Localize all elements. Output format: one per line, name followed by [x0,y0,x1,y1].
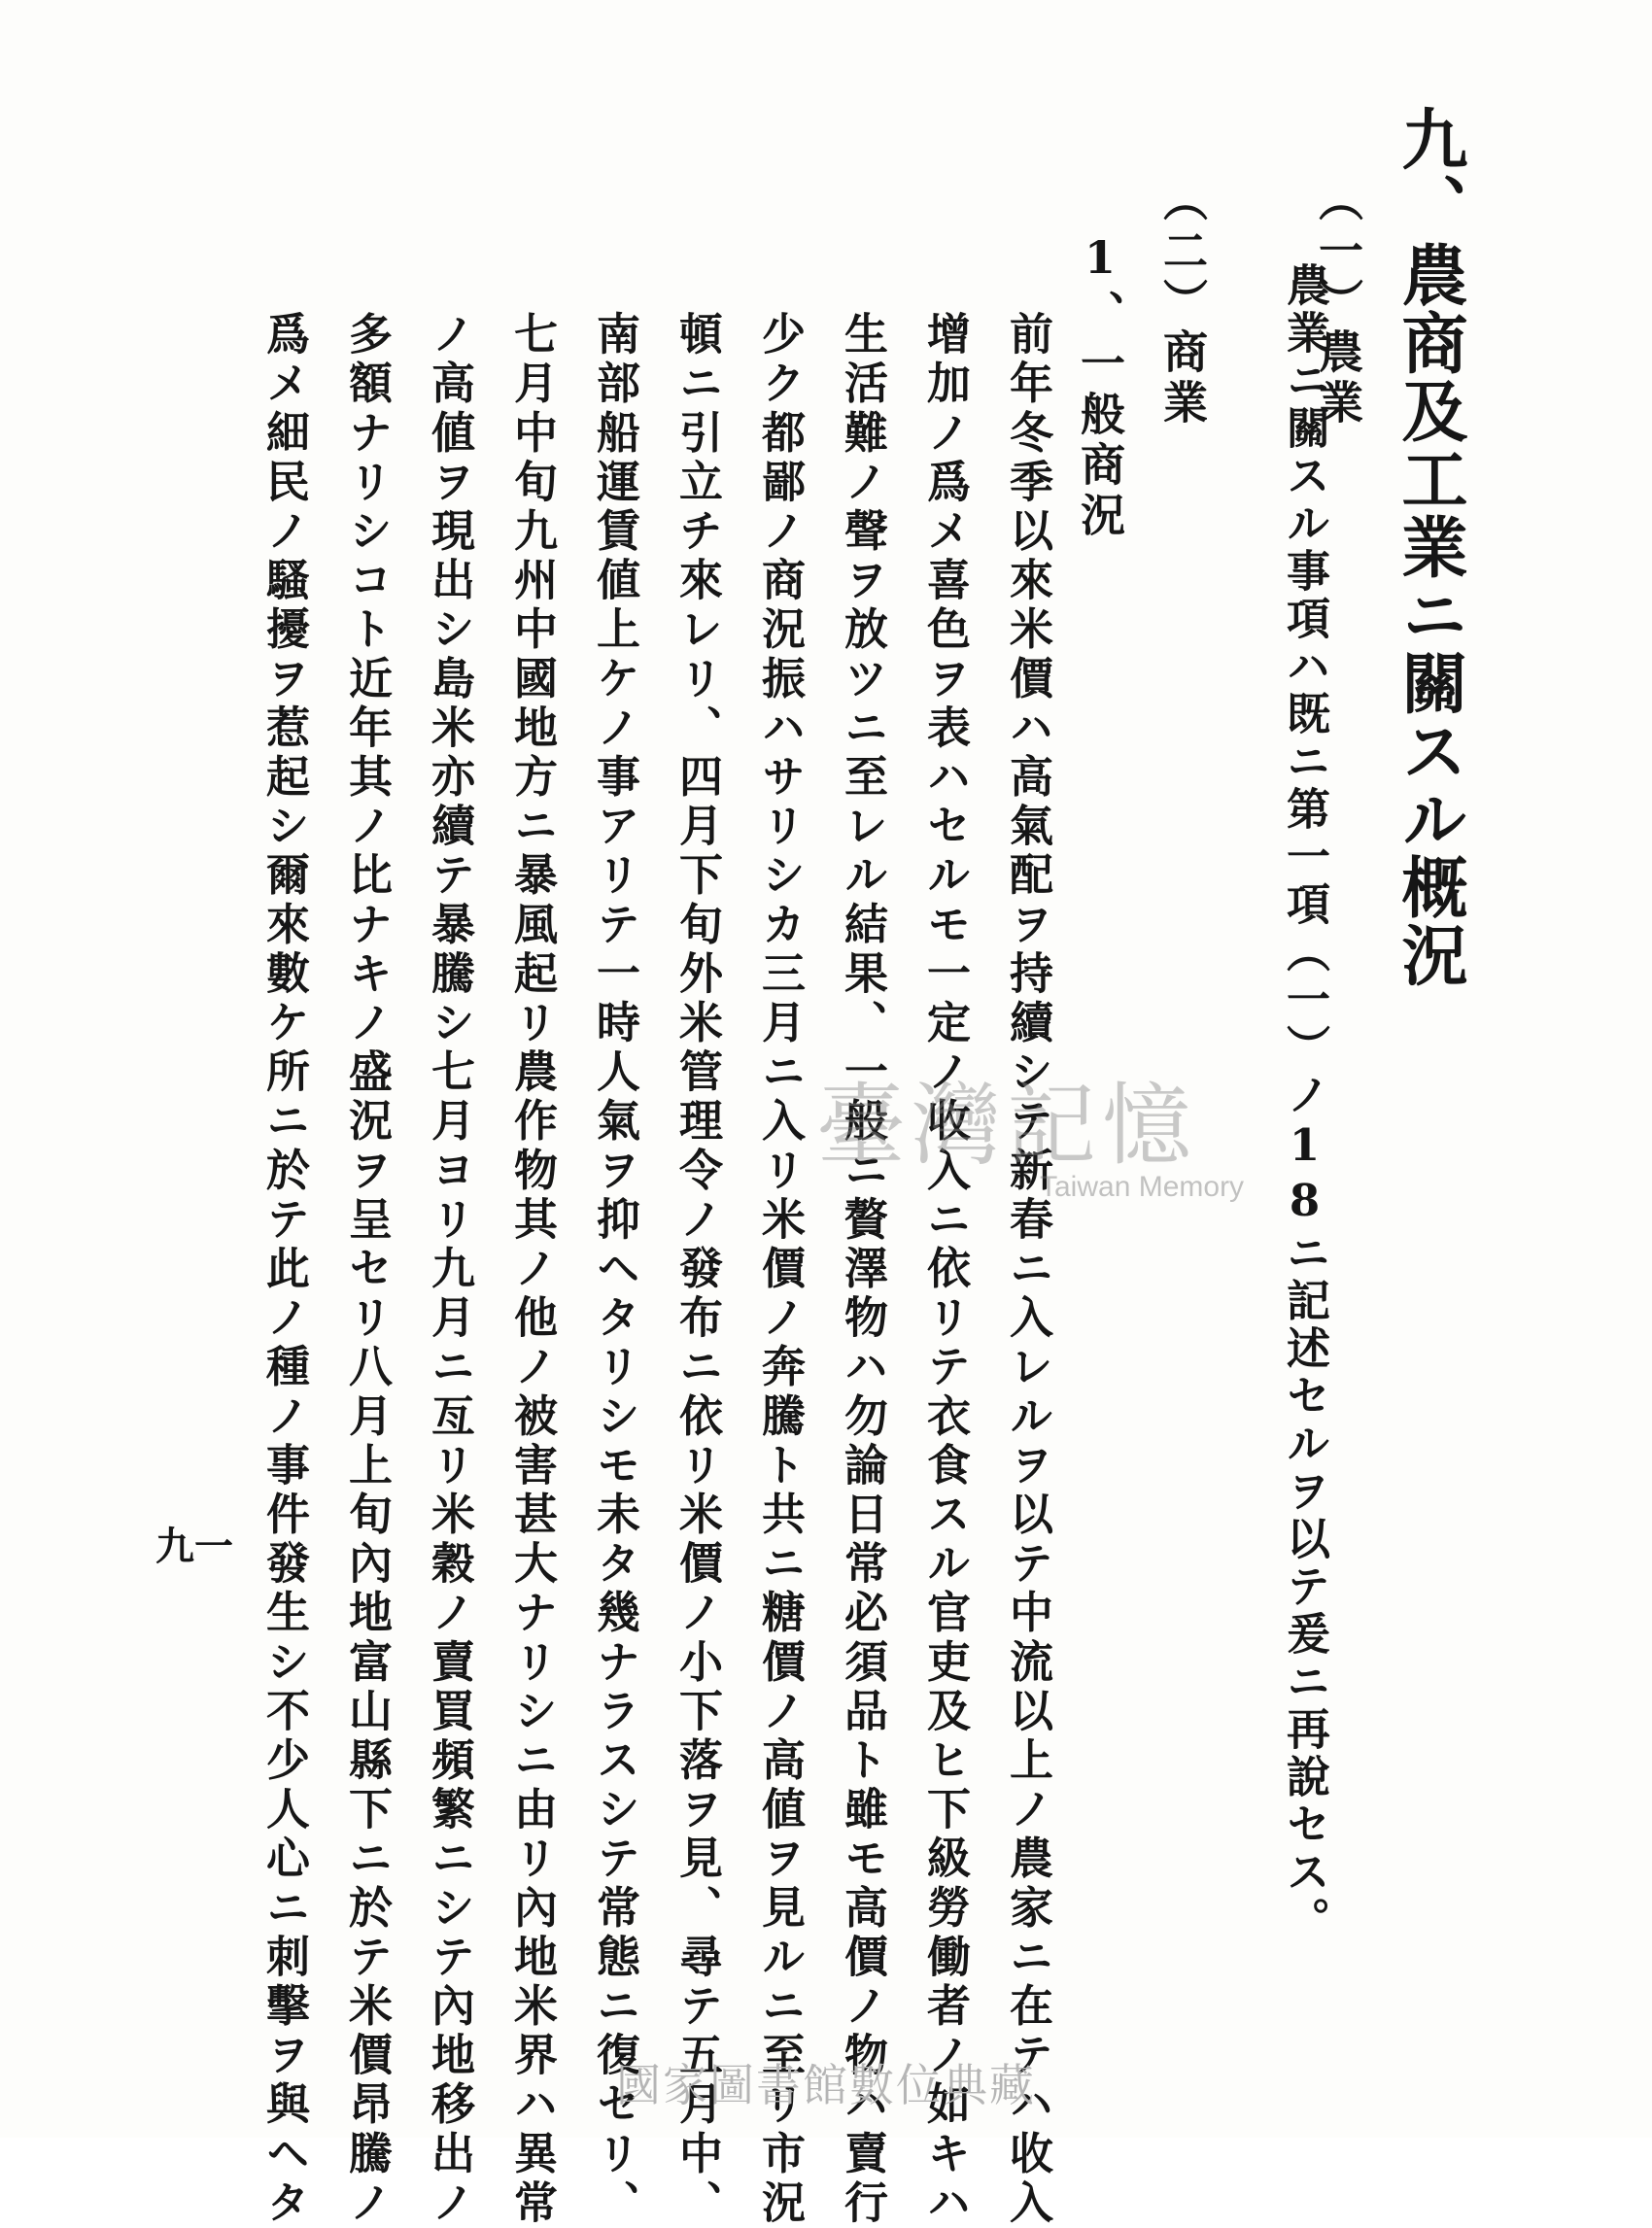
body-line: 前年冬季以來米價ハ高氣配ヲ持續シテ新春ニ入レルヲ以テ中流以上ノ農家ニ在テハ收入 [1002,311,1053,2228]
footer-credit: 國家圖書館數位典藏 [616,2059,1036,2111]
body-line: 生活難ノ聲ヲ放ツニ至レル結果、一般ニ贅澤物ハ勿論日常必須品ト雖モ高價ノ物ハ賣行 [837,311,888,2228]
section-heading-agriculture: （一）農業 [1312,177,1364,429]
body-line: 頓ニ引立チ來レリ、四月下旬外米管理令ノ發布ニ依リ米價ノ小下落ヲ見、尋テ五月中、 [671,311,723,2228]
body-line: 七月中旬九州中國地方ニ暴風起リ農作物其ノ他ノ被害甚大ナリシニ由リ內地米界ハ異常 [506,311,558,2228]
body-line: 爲メ細民ノ騷擾ヲ惹起シ爾來數ケ所ニ於テ此ノ種ノ事件發生シ不少人心ニ刺擊ヲ與ヘタ [258,311,310,2228]
page-title: 九、農商及工業ニ關スル概況 [1391,105,1468,989]
body-line: 南部船運賃値上ケノ事アリテ一時人氣ヲ抑ヘタリシモ未タ幾ナラスシテ常態ニ復セリ、 [589,311,640,2228]
section-heading-commerce: （二）商業 [1156,177,1209,429]
body-line: 少ク都鄙ノ商況振ハサリシカ三月ニ入リ米價ノ奔騰ト共ニ糖價ノ高値ヲ見ルニ至リ市況 [754,311,806,2228]
body-line: ノ高値ヲ現出シ島米亦續テ暴騰シ七月ヨリ九月ニ亙リ米穀ノ賣買頻繁ニシテ內地移出ノ [424,311,475,2228]
body-line: 多額ナリシコト近年其ノ比ナキノ盛況ヲ呈セリ八月上旬內地富山縣下ニ於テ米價昂騰ノ [341,311,393,2228]
agriculture-note: 農業ニ關スル事項ハ既ニ第一項（一）ノ18ニ記述セルヲ以テ爰ニ再說セス。 [1279,262,1330,1944]
page-number: 九一 [155,1524,233,1569]
watermark-subtext: Taiwan Memory [1040,1171,1245,1203]
watermark-text: 臺灣記憶 [816,1074,1198,1178]
body-line: 增加ノ爲メ喜色ヲ表ハセルモ一定ノ收入ニ依リテ衣食スル官吏及ヒ下級勞働者ノ如キハ [919,311,971,2228]
subsection-heading-general-commerce: 1、一般商況 [1074,231,1126,542]
